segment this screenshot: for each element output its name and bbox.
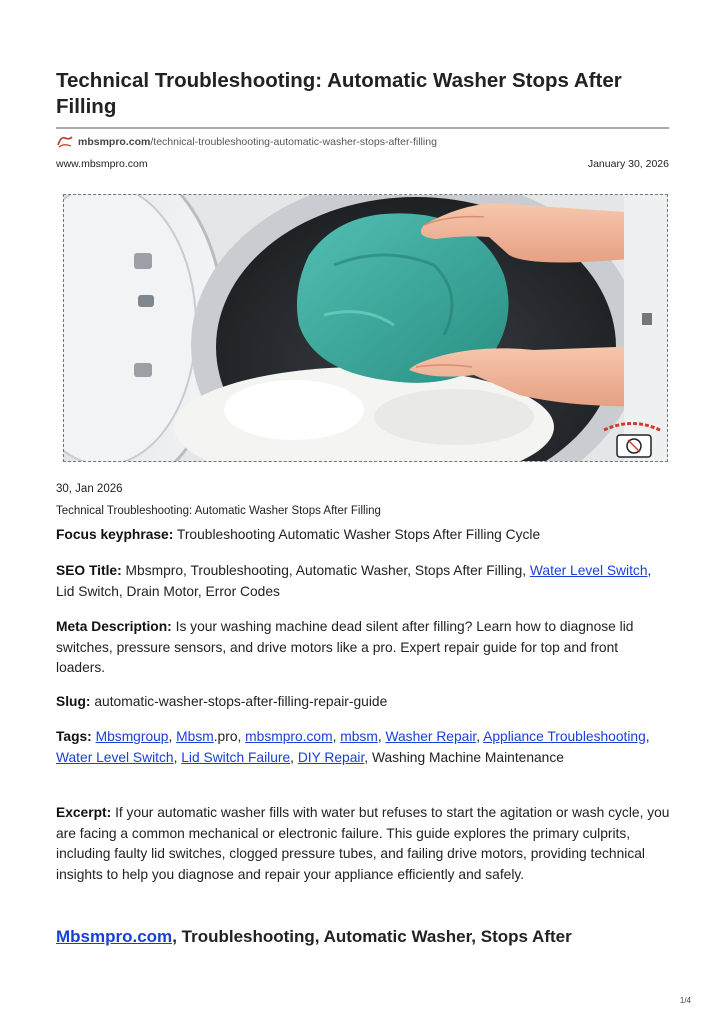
seo-title-text: Mbsmpro, Troubleshooting, Automatic Washer, Stops After Filling, [125, 563, 527, 578]
post-subtitle: Technical Troubleshooting: Automatic Washer Stops After Filling [56, 505, 381, 517]
tag-link[interactable]: mbsmpro.com [245, 729, 333, 744]
water-level-switch-link[interactable]: Water Level Switch [529, 563, 648, 578]
slug [56, 692, 671, 713]
tag-link[interactable]: Mbsm [176, 729, 214, 744]
mbsmpro-link[interactable]: Mbsmpro.com [56, 927, 173, 946]
focus-value: Troubleshooting Automatic Washer Stops After Filling Cycle [176, 527, 541, 542]
tag-link[interactable]: Washer Repair [385, 729, 477, 744]
url-domain: mbsmpro.com [78, 136, 151, 148]
slug-value: automatic-washer-stops-after-filling-repair-guide [94, 694, 388, 709]
url-path: /technical-troubleshooting-automatic-washer-stops-after-filling [150, 136, 437, 148]
tag-separator: , [377, 729, 386, 744]
tags-label: Tags: [56, 729, 92, 744]
focus-keyphrase [56, 525, 671, 546]
tag-link[interactable]: Water Level Switch [56, 749, 174, 765]
tag-separator: , [476, 729, 484, 744]
mbsm-logo-icon [56, 134, 74, 150]
meta-label: Meta Description: [56, 619, 172, 634]
seo-title [56, 561, 671, 602]
tag-separator: , [332, 729, 341, 744]
meta-value: Is your washing machine dead silent after filling? Learn how to diagnose lid switches, pressure sensors, and drive motors like a pro. Expert repair guide for top and front loaders. [56, 619, 634, 675]
slug-label: Slug: [56, 694, 91, 709]
excerpt-label: Excerpt: [56, 805, 112, 820]
site-name: www.mbsmpro.com [56, 158, 148, 170]
tags [56, 727, 671, 768]
page-title: Technical Troubleshooting: Automatic Washer Stops After Filling [56, 69, 622, 118]
tag-link[interactable]: DIY Repair [297, 749, 365, 765]
seo-title-label: SEO Title: [56, 563, 122, 578]
tag-separator: , [290, 749, 298, 765]
meta-description [56, 617, 671, 679]
tag-separator: , [173, 749, 182, 765]
seo-title-rest: , Lid Switch, Drain Motor, Error Codes [56, 563, 652, 599]
excerpt [56, 803, 671, 885]
tag-link[interactable]: Appliance Troubleshooting [483, 729, 646, 744]
tag-separator: , [168, 729, 177, 744]
tag-separator: , [645, 729, 650, 744]
section-heading [56, 927, 676, 947]
tag-link[interactable]: Mbsmgroup [95, 729, 169, 744]
tag-link[interactable]: Lid Switch Failure [181, 749, 291, 765]
post-date: 30, Jan 2026 [56, 483, 123, 495]
tag-separator: , Washing Machine Maintenance [364, 749, 564, 765]
tag-separator: .pro, [213, 729, 246, 744]
tag-link[interactable]: mbsm [340, 729, 378, 744]
hero-image [63, 194, 668, 462]
section-heading-text: , Troubleshooting, Automatic Washer, Stops After [172, 927, 572, 946]
excerpt-value: If your automatic washer fills with water but refuses to start the agitation or wash cycle, you are facing a common mechanical or electronic failure. This guide explores the primary culprits, including faulty lid switches, clogged pressure tubes, and failing drive motors, providing technical insights to help you diagnose and repair your appliance efficiently and safely. [56, 805, 670, 882]
source-url[interactable] [56, 134, 437, 150]
print-date: January 30, 2026 [587, 158, 669, 170]
title-divider [56, 127, 669, 129]
page-number: 1/4 [679, 996, 691, 1005]
focus-label: Focus keyphrase: [56, 527, 174, 542]
